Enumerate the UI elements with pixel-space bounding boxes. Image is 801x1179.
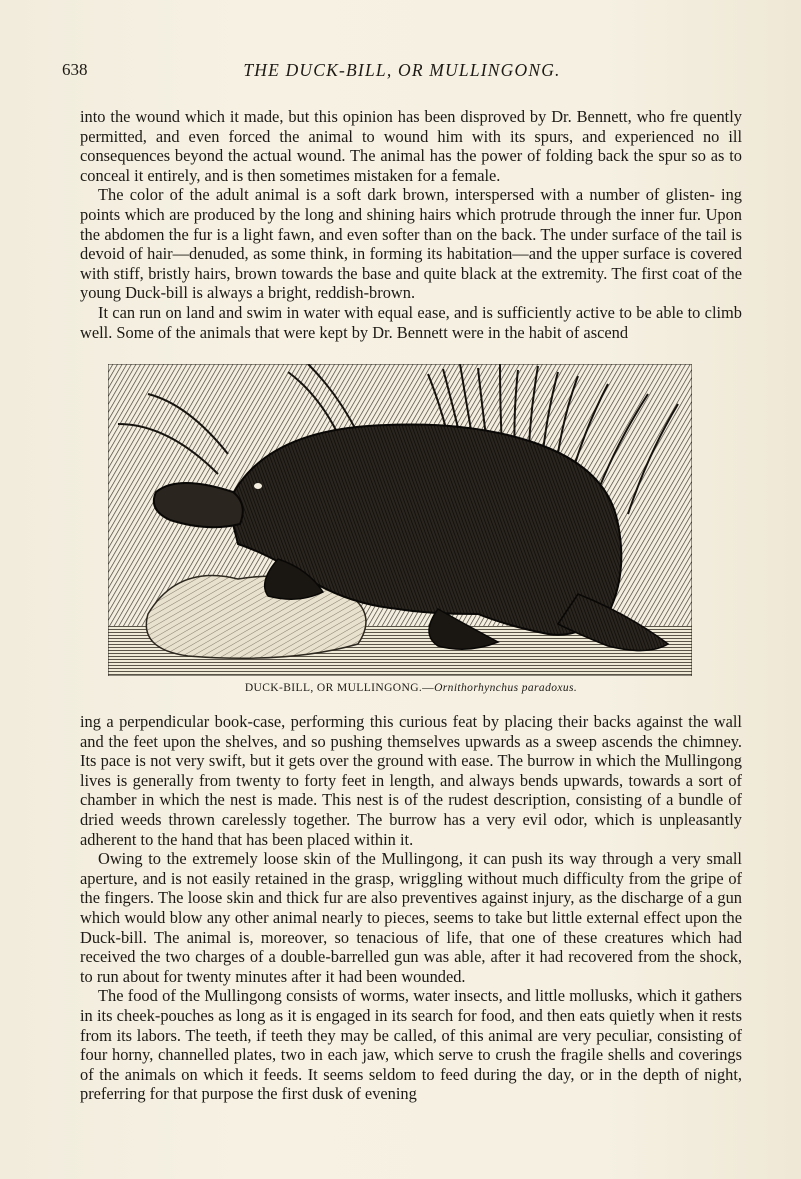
body-text-top bbox=[80, 107, 742, 342]
paragraph: into the wound which it made, but this opinion has been disproved by Dr. Bennett, who fre quently permitted, and even forced the animal to wound him with its spurs, and experienced no ill consequences beyond the actual wound. The animal has the power of folding back the spur so as to conceal it entirely, and is then sometimes mistaken for a female. bbox=[80, 107, 742, 185]
paragraph: The food of the Mullingong consists of worms, water insects, and little mollusks, which it gathers in its cheek-pouches as long as it is engaged in its search for food, and then eats quietly when it rests from its labors. The teeth, if teeth they may be called, of this animal are very peculiar, consisting of four horny, channelled plates, two in each jaw, which serve to crush the fragile shells and coverings of the animals on which it feeds. It seems seldom to feed during the day, or in the depth of night, preferring for that purpose the first dusk of evening bbox=[80, 986, 742, 1104]
page-header bbox=[62, 60, 742, 86]
paragraph: It can run on land and swim in water with equal ease, and is sufficiently active to be able to climb well. Some of the animals that were kept by Dr. Bennett were in the habit of ascend bbox=[80, 302, 742, 342]
caption-title: DUCK-BILL, OR MULLINGONG.— bbox=[244, 682, 435, 694]
page-number: 638 bbox=[62, 60, 88, 79]
platypus-engraving bbox=[108, 364, 692, 676]
running-title: THE DUCK-BILL, OR MULLINGONG. bbox=[243, 60, 561, 80]
paragraph: Owing to the extremely loose skin of the Mullingong, it can push its way through a very small aperture, and is not easily retained in the grasp, wriggling without much difficulty from the gripe of the fingers. The loose skin and thick fur are also preventives against injury, as the discharge of a gun which would blow any other animal nearly to pieces, seems to take but little external effect upon the Duck-bill. The animal is, moreover, so tenacious of life, that one of these creatures which had received the two charges of a double-barrelled gun was able, after it had recovered from the shock, to run about for twenty minutes after it had been wounded. bbox=[80, 849, 742, 986]
paragraph: ing a perpendicular book-case, performing this curious feat by placing their backs against the wall and the feet upon the shelves, and so pushing themselves upwards as a sweep ascends the chimney. Its pace is not very swift, but it gets over the ground with ease. The burrow in which the Mullingong lives is generally from twenty to forty feet in length, and always bends upwards, towards a sort of chamber in which the nest is made. This nest is of the rudest description, consisting of a bundle of dried weeds thrown carelessly together. The burrow has a very evil odor, which is unpleasantly adherent to the hand that has been placed within it. bbox=[80, 712, 742, 849]
paragraph: The color of the adult animal is a soft dark brown, interspersed with a number of glisten- ing points which are produced by the long and shining hairs which protrude through the inner fur. Upon the abdomen the fur is a light fawn, and even softer than on the back. The under surface of the tail is devoid of hair—denuded, as some think, in forming its habitation—and the upper surface is covered with stiff, bristly hairs, brown towards the base and quite black at the extremity. The first coat of the young Duck-bill is always a bright, reddish-brown. bbox=[80, 185, 742, 303]
body-text-bottom bbox=[80, 712, 742, 1104]
caption-scientific-name: Ornithorhynchus paradoxus. bbox=[434, 682, 578, 694]
figure-caption bbox=[80, 682, 742, 694]
